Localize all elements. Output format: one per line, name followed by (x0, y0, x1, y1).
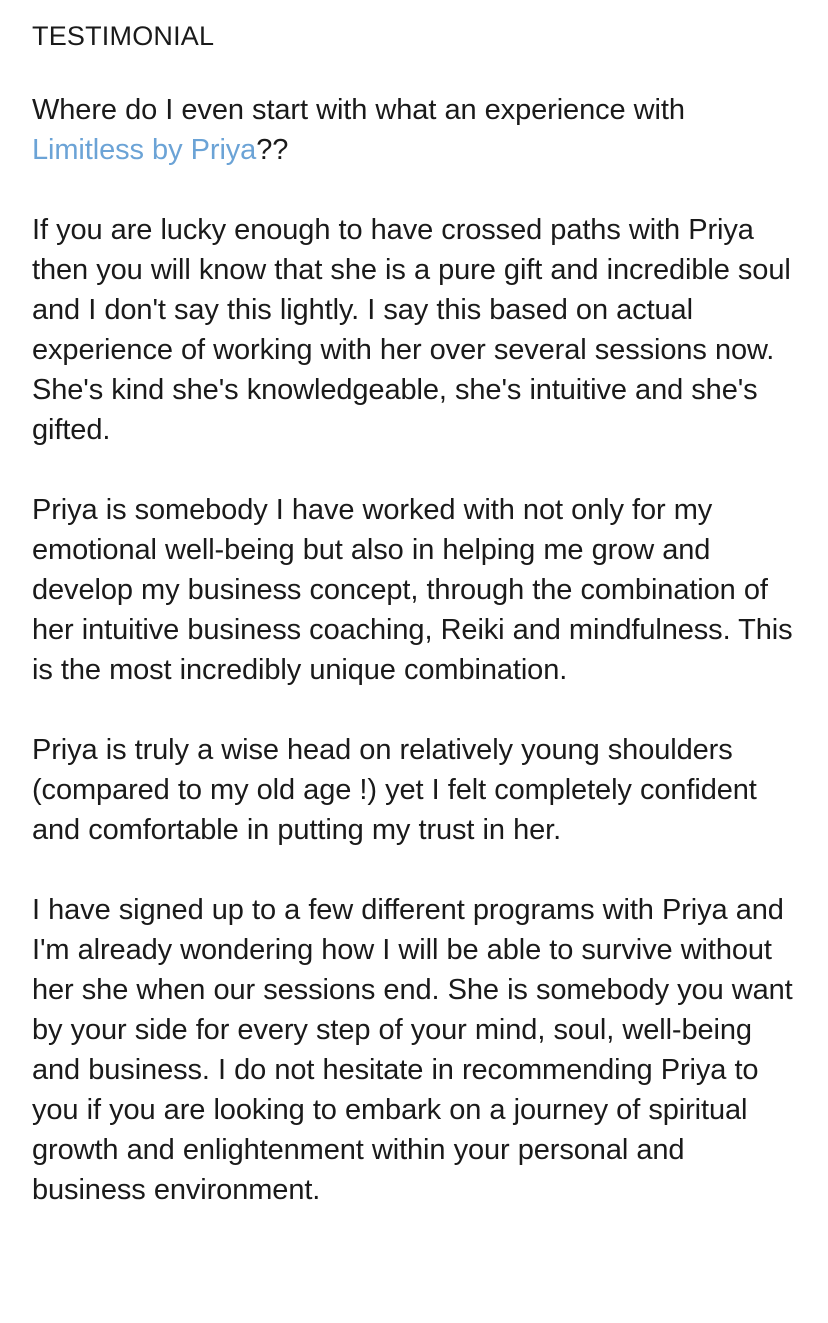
paragraph-trust: Priya is truly a wise head on relatively young shoulders (compared to my old age !) yet I felt completely confident and comfortable in putting my trust in her. (32, 734, 757, 846)
paragraph-recommendation: I have signed up to a few different programs with Priya and I'm already wondering how I will be able to survive without her she when our sessions end. She is somebody you want by your side for every step of your mind, soul, well-being and business. I do not hesitate in recommending Priya to you if you are looking to embark on a journey of spiritual growth and enlightenment within your personal and business environment. (32, 894, 793, 1206)
paragraph-experience: If you are lucky enough to have crossed paths with Priya then you will know that she is a pure gift and incredible soul and I don't say this lightly. I say this based on actual experience of working with her over several sessions now. She's kind she's knowledgeable, she's intuitive and she's gifted. (32, 214, 791, 446)
intro-text-before: Where do I even start with what an experience with (32, 94, 685, 126)
page-title: TESTIMONIAL (32, 21, 215, 51)
intro-text-after: ?? (256, 134, 289, 166)
paragraph-intro (32, 90, 794, 170)
paragraph-business-coaching: Priya is somebody I have worked with not only for my emotional well-being but also in helping me grow and develop my business concept, through the combination of her intuitive business coaching, Reiki and mindfulness. This is the most incredibly unique combination. (32, 494, 793, 686)
limitless-by-priya-link[interactable]: Limitless by Priya (32, 134, 257, 166)
